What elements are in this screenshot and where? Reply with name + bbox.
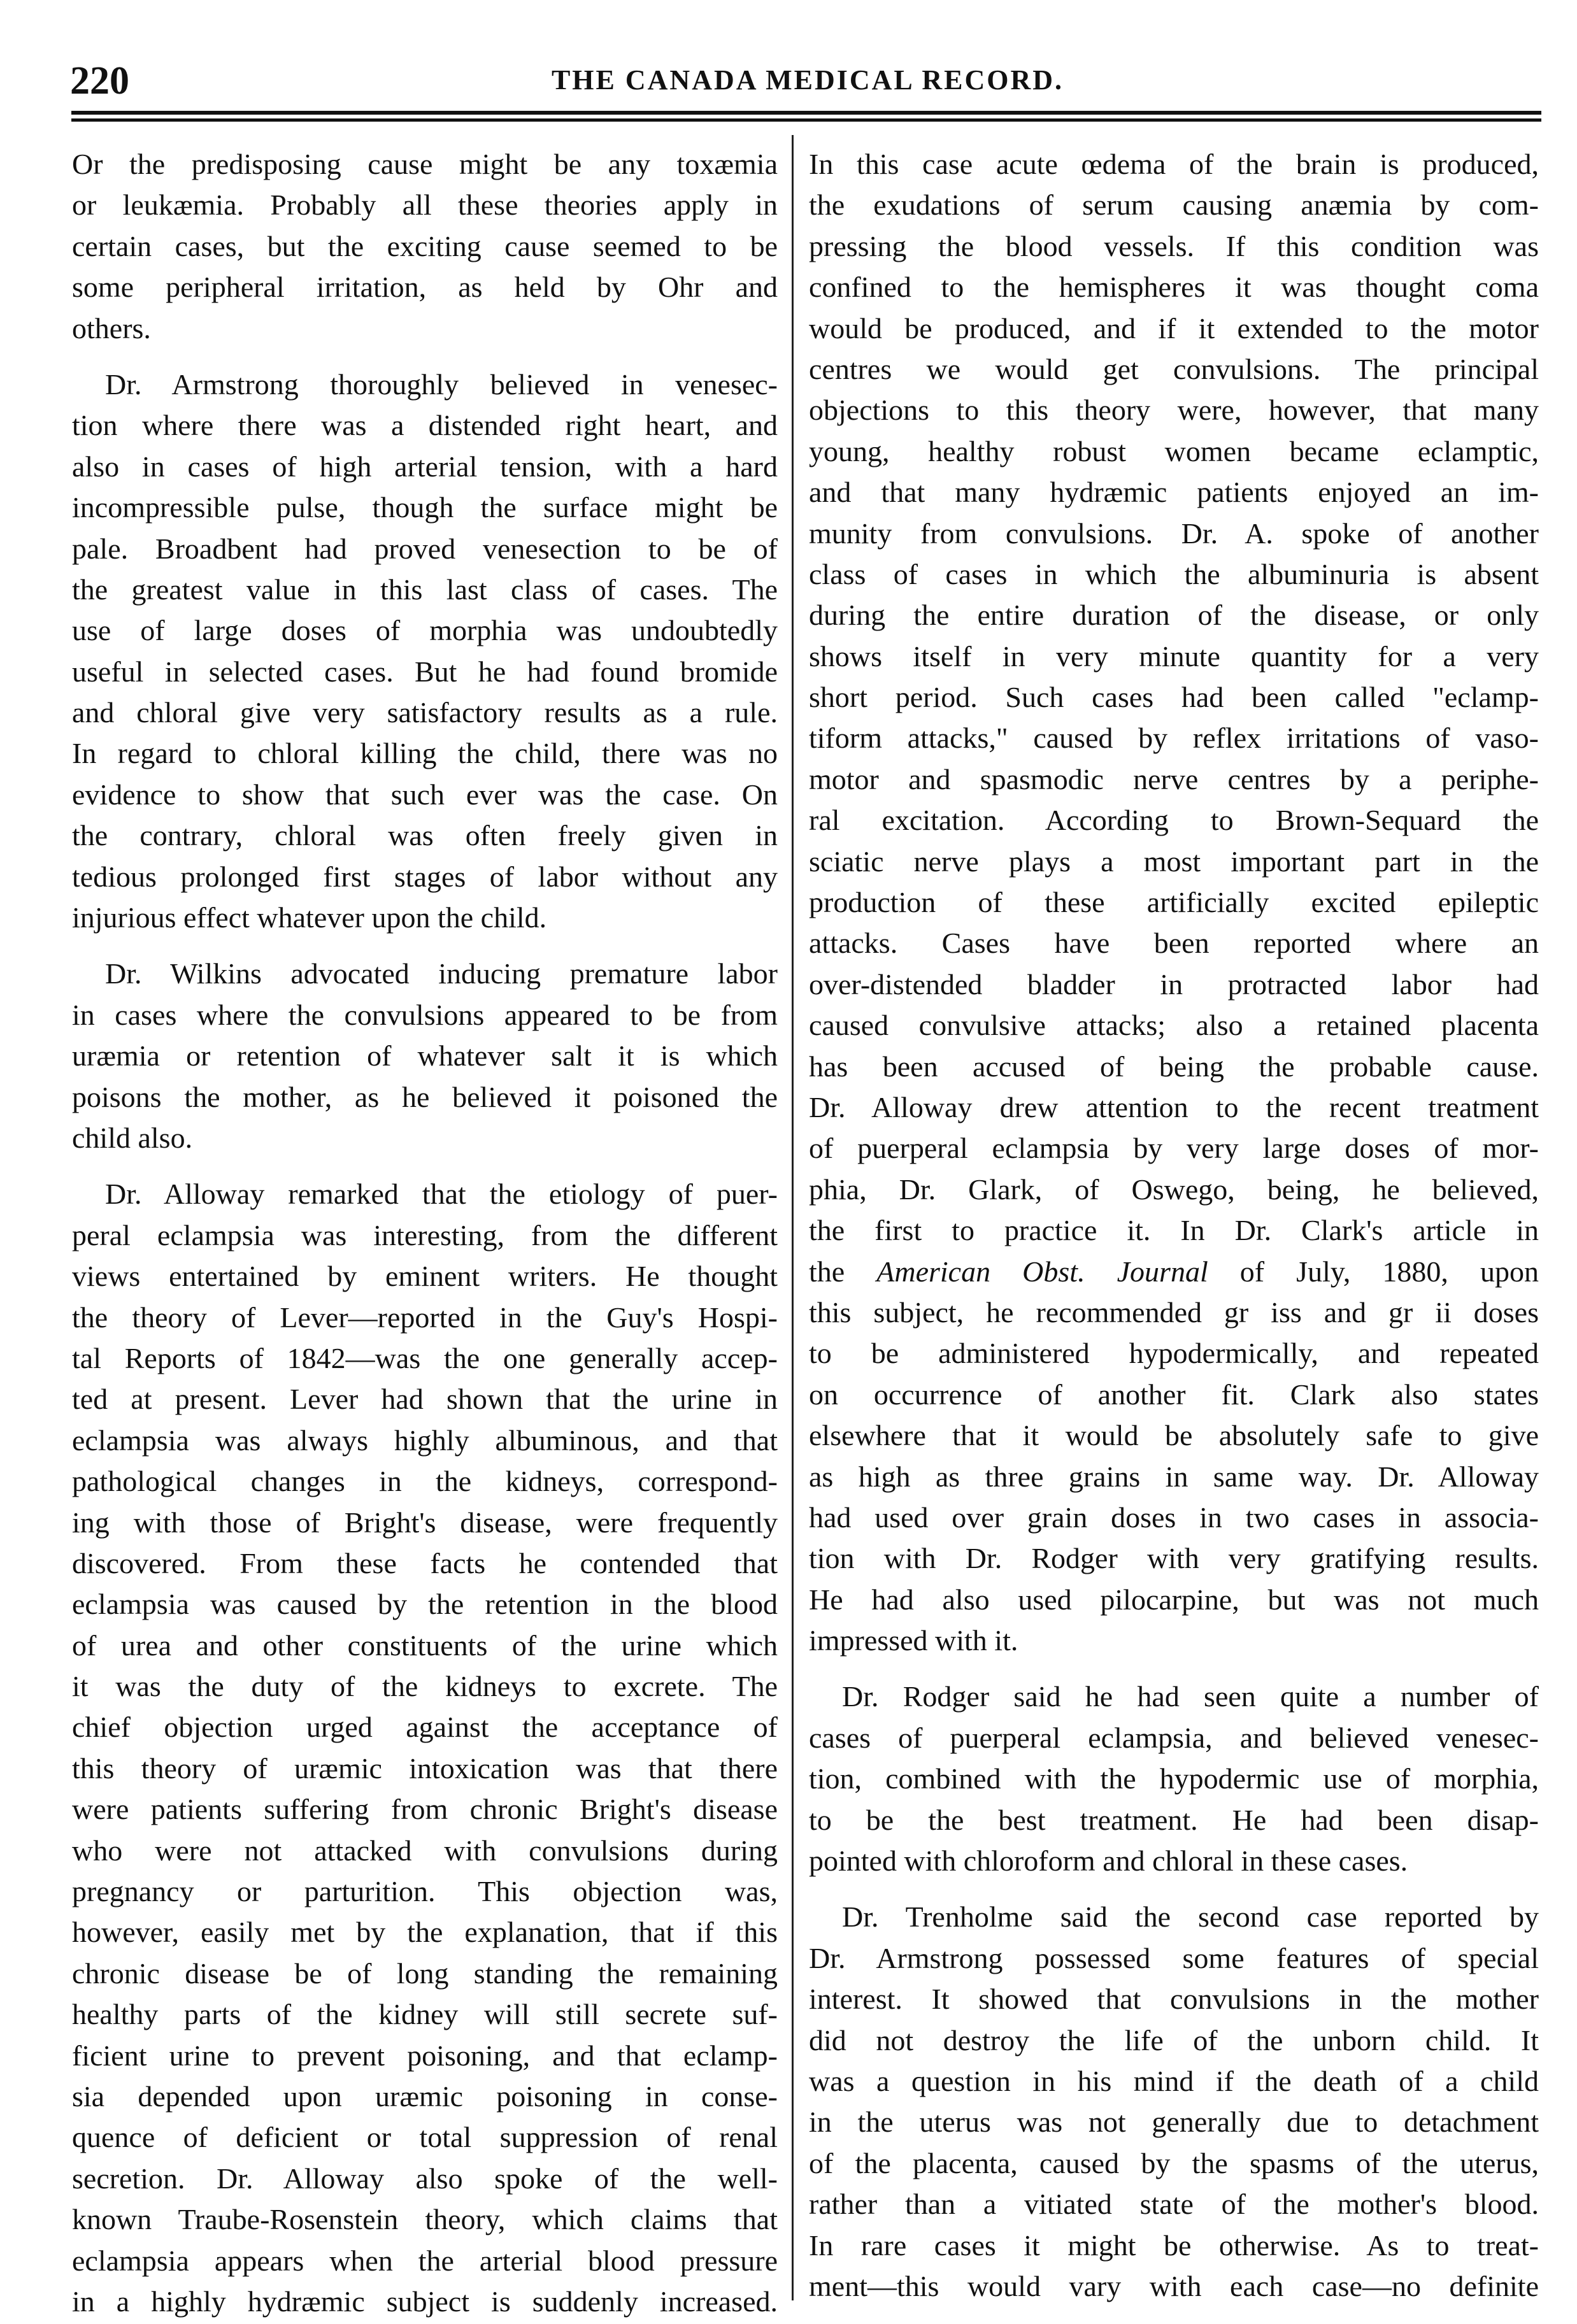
text-line: peral eclampsia was interesting, from the different: [72, 1218, 778, 1251]
text-line: ficient urine to prevent poisoning, and that eclamp-: [72, 2039, 778, 2072]
text-line: did not destroy the life of the unborn child. It: [809, 2023, 1539, 2057]
text-line: shows itself in very minute quantity for a very: [809, 639, 1539, 673]
text-line: Dr. Alloway drew attention to the recent treatment: [809, 1090, 1539, 1123]
text-line: the greatest value in this last class of cases. The: [72, 573, 778, 606]
text-line: pathological changes in the kidneys, correspond-: [72, 1465, 778, 1498]
text-line: the first to practice it. In Dr. Clark's article in: [809, 1214, 1539, 1247]
text-line: this subject, he recommended gr iss and gr ii doses: [809, 1295, 1539, 1329]
text-line: certain cases, but the exciting cause seemed to be: [72, 229, 778, 262]
text-line: Dr. Rodger said he had seen quite a number of: [842, 1680, 1539, 1713]
text-line: eclampsia was always highly albuminous, and that: [72, 1423, 778, 1457]
text-line: evidence to show that such ever was the case. On: [72, 778, 778, 811]
text-line: Dr. Armstrong thoroughly believed in venesec-: [105, 367, 778, 401]
text-line: ing with those of Bright's disease, were frequently: [72, 1506, 778, 1539]
paragraph: [72, 953, 778, 1158]
text-line: healthy parts of the kidney will still secrete suf-: [72, 1998, 778, 2031]
text-line: pale. Broadbent had proved venesection to be of: [72, 532, 778, 565]
text-line: young, healthy robust women became eclamptic,: [809, 434, 1539, 467]
journal-title-text: THE CANADA MEDICAL RECORD.: [551, 64, 1064, 96]
text-line: phia, Dr. Glark, of Oswego, being, he believed,: [809, 1173, 1539, 1206]
text-line: useful in selected cases. But he had found bromide: [72, 655, 778, 688]
paragraph: [72, 364, 778, 938]
text-line: He had also used pilocarpine, but was not much: [809, 1583, 1539, 1616]
text-line: pointed with chloroform and chloral in these cases.: [809, 1844, 1408, 1878]
text-line: some peripheral irritation, as held by Ohr and: [72, 271, 778, 304]
text-line: caused convulsive attacks; also a retained placenta: [809, 1009, 1539, 1042]
text-line: sciatic nerve plays a most important part in the: [809, 845, 1539, 878]
text-line: chronic disease be of long standing the remaining: [72, 1957, 778, 1990]
text-line: munity from convulsions. Dr. A. spoke of another: [809, 517, 1539, 550]
text-line: to be administered hypodermically, and repeated: [809, 1337, 1539, 1370]
text-line: injurious effect whatever upon the child.: [72, 901, 547, 934]
text-line: pressing the blood vessels. If this condition was: [809, 229, 1539, 262]
text-line: objections to this theory were, however, that many: [809, 394, 1539, 427]
text-line: incompressible pulse, though the surface might be: [72, 491, 778, 524]
text-line: uræmia or retention of whatever salt it is which: [72, 1039, 778, 1073]
text-line: interest. It showed that convulsions in the mother: [809, 1983, 1539, 2016]
text-line: over-distended bladder in protracted labor had: [809, 967, 1539, 1001]
text-line: others.: [72, 311, 151, 345]
text-line: were patients suffering from chronic Bright's disease: [72, 1793, 778, 1826]
text-line: ment—this would vary with each case—no definite: [809, 2269, 1539, 2302]
text-line: Dr. Alloway remarked that the etiology of puer-: [105, 1178, 778, 1211]
text-line: rather than a vitiated state of the mother's blood.: [809, 2188, 1539, 2221]
paragraph: [72, 144, 778, 349]
page-number: 220: [70, 59, 129, 103]
text-line: class of cases in which the albuminuria is absent: [809, 557, 1539, 590]
italic-title: American Obst. Journal: [876, 1255, 1208, 1288]
text-line: in the uterus was not generally due to detachment: [809, 2106, 1539, 2139]
text-span: of July, 1880, upon: [1208, 1255, 1539, 1288]
text-span: the: [809, 1255, 877, 1288]
text-line: pregnancy or parturition. This objection was,: [72, 1875, 778, 1908]
text-line: during the entire duration of the disease, or only: [809, 599, 1539, 632]
text-line: centres we would get convulsions. The principal: [809, 352, 1539, 385]
text-line: poisons the mother, as he believed it poisoned the: [72, 1080, 778, 1113]
text-line: ted at present. Lever had shown that the urine in: [72, 1383, 778, 1416]
text-line: elsewhere that it would be absolutely safe to give: [809, 1419, 1539, 1452]
text-line: motor and spasmodic nerve centres by a periphe-: [809, 762, 1539, 795]
text-line: or leukæmia. Probably all these theories apply in: [72, 189, 778, 222]
header-rule-bottom: [71, 118, 1541, 122]
text-line: In rare cases it might be otherwise. As to treat-: [809, 2228, 1539, 2262]
text-line: child also.: [72, 1121, 193, 1154]
text-line: to be the best treatment. He had been disap-: [809, 1803, 1539, 1836]
text-line: sia depended upon uræmic poisoning in conse-: [72, 2079, 778, 2113]
text-line: confined to the hemispheres it was thought coma: [809, 271, 1539, 304]
journal-title: [0, 64, 1577, 96]
text-line: however, easily met by the explanation, that if this: [72, 1916, 778, 1949]
text-line: of urea and other constituents of the urine which: [72, 1629, 778, 1662]
paragraph: [809, 1676, 1539, 1881]
text-line: eclampsia was caused by the retention in the blood: [72, 1588, 778, 1621]
text-line: Dr. Armstrong possessed some features of special: [809, 1941, 1539, 1974]
text-line: attacks. Cases have been reported where an: [809, 927, 1539, 960]
text-line: the theory of Lever—reported in the Guy's Hospi-: [72, 1301, 778, 1334]
text-line: tion where there was a distended right heart, and: [72, 409, 778, 442]
text-line: views entertained by eminent writers. He thought: [72, 1260, 778, 1293]
text-line: of the placenta, caused by the spasms of the uterus,: [809, 2146, 1539, 2179]
text-line: has been accused of being the probable cause.: [809, 1050, 1539, 1083]
text-line: this theory of uræmic intoxication was that there: [72, 1751, 778, 1785]
paragraph: [809, 144, 1539, 1661]
text-line: impressed with it.: [809, 1624, 1018, 1657]
text-line: production of these artificially excited epileptic: [809, 886, 1539, 919]
text-line: as high as three grains in same way. Dr. Alloway: [809, 1460, 1539, 1493]
text-line: chief objection urged against the acceptance of: [72, 1711, 778, 1744]
text-line: ral excitation. According to Brown-Sequard the: [809, 804, 1539, 837]
left-column: [72, 144, 778, 2322]
text-line: tal Reports of 1842—was the one generally accep-: [72, 1341, 778, 1374]
text-line: eclampsia appears when the arterial blood pressure: [72, 2244, 778, 2277]
text-line: [809, 1251, 1539, 1292]
text-line: tiform attacks," caused by reflex irritations of vaso-: [809, 722, 1539, 755]
text-line: Dr. Trenholme said the second case reported by: [842, 1900, 1539, 1934]
text-line: the exudations of serum causing anæmia by com-: [809, 189, 1539, 222]
text-line: In this case acute œdema of the brain is produced,: [809, 148, 1539, 180]
text-line: short period. Such cases had been called "eclamp-: [809, 681, 1539, 714]
text-line: had used over grain doses in two cases in associa-: [809, 1501, 1539, 1534]
text-line: Dr. Wilkins advocated inducing premature labor: [105, 957, 778, 990]
text-line: In regard to chloral killing the child, there was no: [72, 737, 778, 770]
text-line: Or the predisposing cause might be any toxæmia: [72, 148, 778, 180]
text-line: was a question in his mind if the death of a child: [809, 2064, 1539, 2097]
text-line: on occurrence of another fit. Clark also states: [809, 1378, 1539, 1411]
text-line: known Traube-Rosenstein theory, which claims that: [72, 2203, 778, 2236]
text-line: also in cases of high arterial tension, with a hard: [72, 450, 778, 483]
text-line: and that many hydræmic patients enjoyed an im-: [809, 476, 1539, 509]
text-line: who were not attacked with convulsions during: [72, 1834, 778, 1867]
text-line: and chloral give very satisfactory results as a rule.: [72, 696, 778, 729]
right-column: [809, 144, 1539, 2307]
text-line: would be produced, and if it extended to the motor: [809, 311, 1539, 345]
text-line: the contrary, chloral was often freely given in: [72, 819, 778, 852]
text-line: it was the duty of the kidneys to excrete. The: [72, 1670, 778, 1703]
paragraph: [809, 1897, 1539, 2307]
text-line: of puerperal eclampsia by very large doses of mor-: [809, 1132, 1539, 1165]
text-line: in a highly hydræmic subject is suddenly increased.: [72, 2285, 778, 2318]
text-line: in cases where the convulsions appeared to be from: [72, 998, 778, 1031]
column-divider: [792, 135, 794, 2300]
text-line: tedious prolonged first stages of labor without any: [72, 860, 778, 893]
text-line: cases of puerperal eclampsia, and believed venesec-: [809, 1721, 1539, 1754]
text-line: quence of deficient or total suppression of renal: [72, 2121, 778, 2154]
paragraph: [72, 1174, 778, 2322]
text-line: secretion. Dr. Alloway also spoke of the well-: [72, 2162, 778, 2195]
text-line: tion, combined with the hypodermic use of morphia,: [809, 1762, 1539, 1795]
text-line: discovered. From these facts he contended that: [72, 1546, 778, 1579]
text-line: tion with Dr. Rodger with very gratifying results.: [809, 1542, 1539, 1575]
text-line: use of large doses of morphia was undoubtedly: [72, 614, 778, 647]
header-rule-top: [71, 111, 1541, 115]
